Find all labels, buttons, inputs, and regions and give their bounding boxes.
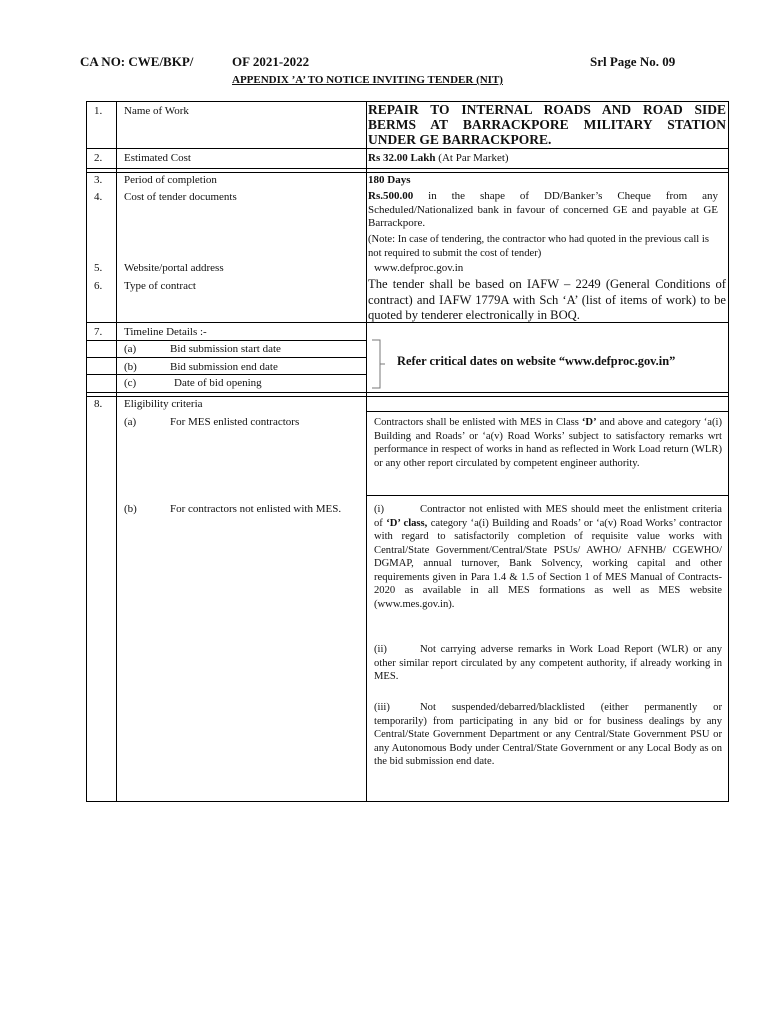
clause-number: (ii) — [374, 644, 387, 655]
class-d-label: ‘D’ — [581, 417, 597, 428]
clause-number: (iii) — [374, 702, 390, 713]
bid-start-label: Bid submission start date — [170, 343, 281, 355]
appendix-title: APPENDIX ’A’ TO NOTICE INVITING TENDER (NIT) — [232, 74, 503, 86]
bid-end-label: Bid submission end date — [170, 361, 278, 373]
estimated-cost-amount: Rs 32.00 Lakh — [368, 152, 436, 164]
bracket-icon — [370, 338, 386, 390]
website-link[interactable]: www.defproc.gov.in — [374, 262, 464, 274]
row-label: Estimated Cost — [124, 152, 191, 164]
criteria-text: and above and category ‘a(i) Building and Roads’ or ‘a(v) Road Works’ subject to satisfactory remarks wrt performance in respect of works in hand as reflected in Work Load return (WLR) or any other report circulated by competent engineer authority. — [374, 417, 722, 469]
bid-opening-label: Date of bid opening — [174, 377, 262, 389]
row-number: 5. — [94, 262, 103, 274]
row-label: Period of completion — [124, 174, 217, 186]
clause-number: (i) — [374, 504, 384, 515]
sub-item-number: (a) — [124, 416, 137, 428]
tender-cost-note: (Note: In case of tendering, the contractor who had quoted in the previous call is not required to submit the cost of tender) — [368, 234, 709, 259]
class-d-label: ‘D’ class, — [386, 517, 428, 529]
mes-enlisted-criteria — [374, 416, 722, 470]
critical-dates-note: Refer critical dates on website “www.defproc.gov.in” — [397, 354, 676, 368]
tender-cost-amount: Rs.500.00 — [368, 190, 414, 202]
row-label: Website/portal address — [124, 262, 224, 274]
row-number: 6. — [94, 280, 103, 292]
row-label: Type of contract — [124, 280, 196, 292]
financial-year: OF 2021-2022 — [232, 54, 310, 69]
row-number: 7. — [94, 326, 103, 338]
non-mes-criteria-ii — [374, 643, 722, 684]
non-mes-label: For contractors not enlisted with MES. — [170, 503, 342, 515]
completion-period-value: 180 Days — [368, 174, 411, 186]
sub-item-number: (b) — [124, 361, 137, 373]
contract-type-value: The tender shall be based on IAFW – 2249 (General Conditions of contract) and IAFW 1779A with Sch ‘A’ (list of items of work) to be quoted by tenderer electronically in BOQ. — [368, 277, 726, 322]
name-of-work-value: REPAIR TO INTERNAL ROADS AND ROAD SIDE BERMS AT BARRACKPORE MILITARY STATION UNDER GE BARRACKPORE. — [368, 102, 726, 147]
criteria-text: Contractors shall be enlisted with MES in Class — [374, 417, 582, 428]
page-number: Srl Page No. 09 — [590, 54, 676, 69]
non-mes-criteria-i — [374, 503, 722, 611]
criteria-text: Not carrying adverse remarks in Work Load Report (WLR) or any other similar report circulated by any competent authority, if already working in MES. — [374, 644, 722, 682]
criteria-text: Contractor not enlisted with MES should meet the enlistment criteria of — [374, 504, 722, 529]
mes-enlisted-label: For MES enlisted contractors — [170, 416, 300, 428]
row-label: Cost of tender documents — [124, 191, 237, 203]
sub-item-number: (a) — [124, 343, 137, 355]
tender-cost-details: in the shape of DD/Banker’s Cheque from any Scheduled/Nationalized bank in favour of concerned GE and payable at GE Barrackpore. — [368, 190, 718, 229]
estimated-cost-basis: (At Par Market) — [435, 152, 509, 164]
row-label: Name of Work — [124, 105, 189, 117]
tender-cost-value — [368, 190, 718, 231]
row-label: Eligibility criteria — [124, 398, 203, 410]
estimated-cost-value — [368, 152, 726, 166]
row-number: 4. — [94, 191, 103, 203]
row-number: 1. — [94, 105, 103, 117]
criteria-text: Not suspended/debarred/blacklisted (either permanently or temporarily) from participating in any bid or for business dealings by any Central/State Government Department or any Central/State Government PSU or any Autonomous Body under Central/State Government or any Local Body as on the bid submission end date. — [374, 702, 722, 767]
non-mes-criteria-iii — [374, 701, 722, 769]
sub-item-number: (c) — [124, 377, 137, 389]
ca-number: CA NO: CWE/BKP/ — [80, 54, 194, 69]
row-label: Timeline Details :- — [124, 326, 207, 338]
row-number: 8. — [94, 398, 103, 410]
sub-item-number: (b) — [124, 503, 137, 515]
row-number: 2. — [94, 152, 103, 164]
criteria-text: category ‘a(i) Building and Roads’ or ‘a(v) Road Works’ contractor with regard to satisfactorily completion of requisite value works with Central/State Government/Central/State PSUs/ AWHO/ AFNHB/ CGEWHO/ DGMAP, annual turnover, Bank Solvency, working capital and other requirements given in Para 1.4 & 1.5 of Section 1 of MES Manual of Contracts-2020 as available in all MES formations as well as MES website (www.mes.gov.in). — [374, 517, 723, 610]
row-number: 3. — [94, 174, 103, 186]
